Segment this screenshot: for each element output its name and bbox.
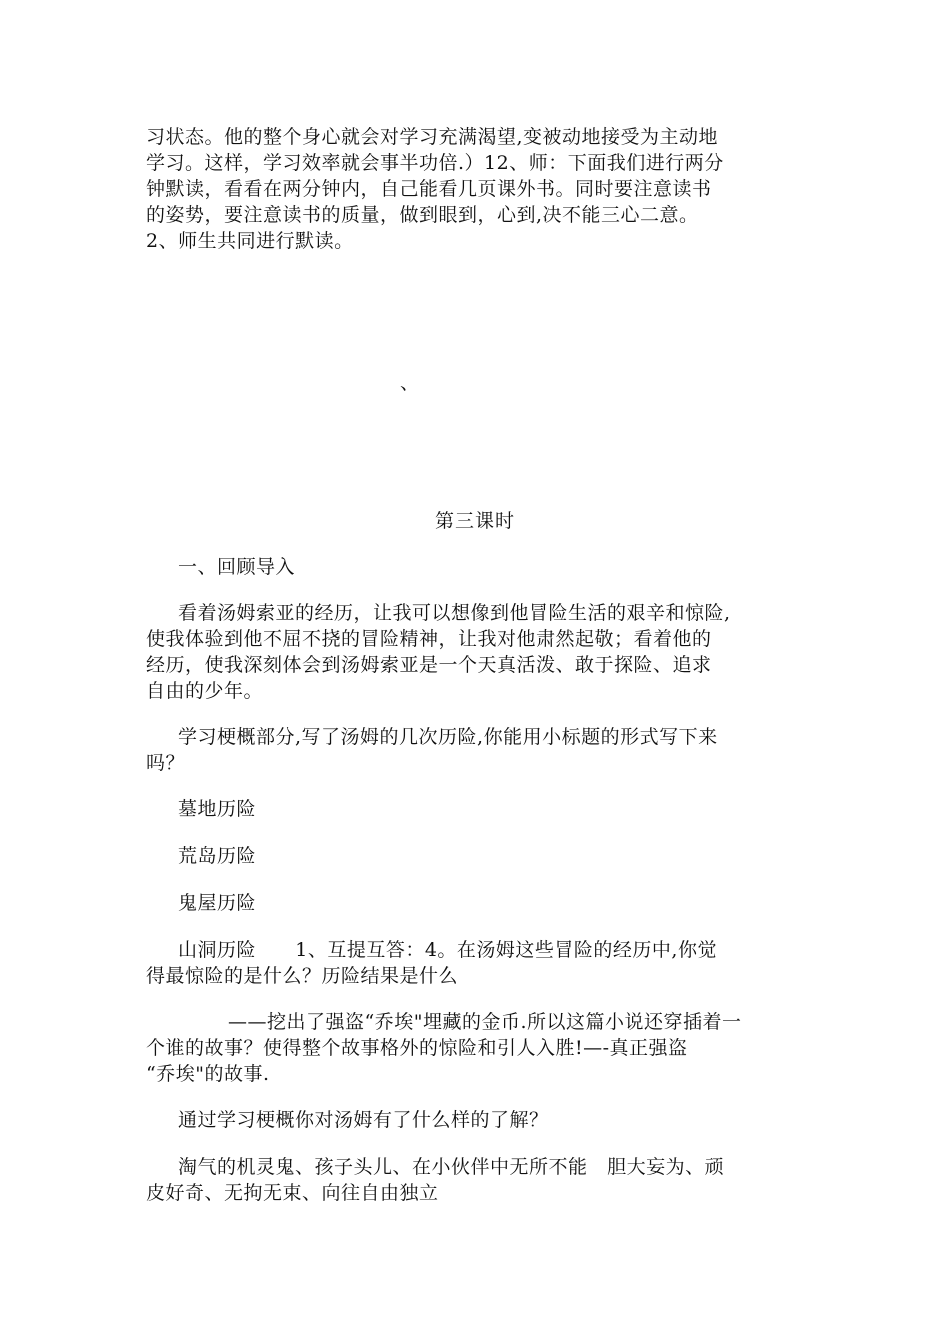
text-line: 通过学习梗概你对汤姆有了什么样的了解？ [178,1109,549,1131]
stray-mark: 、 [400,372,420,394]
list-item: 荒岛历险 [178,845,257,867]
text-line: “乔埃"的故事. [146,1063,270,1085]
list-item: 墓地历险 [178,798,257,820]
list-item: 鬼屋历险 [178,892,257,914]
text-line: 的姿势，要注意读书的质量，做到眼到，心到,决不能三心二意。 [146,204,699,226]
section-title: 第三课时 [434,510,515,532]
text-line: 学习梗概部分,写了汤姆的几次历险,你能用小标题的形式写下来 [178,726,718,748]
text-line: 吗？ [146,752,186,774]
text-line: 得最惊险的是什么？历险结果是什么 [146,965,459,987]
text-line: 个谁的故事？使得整个故事格外的惊险和引人入胜!—-真正强盗 [146,1037,688,1059]
text-line: 学习。这样，学习效率就会事半功倍.）12、师：下面我们进行两分 [146,152,724,174]
text-line: 经历，使我深刻体会到汤姆索亚是一个天真活泼、敢于探险、追求 [146,654,712,676]
text-line: ——挖出了强盗“乔埃"埋藏的金币.所以这篇小说还穿插着一 [228,1011,742,1033]
text-line: 淘气的机灵鬼、孩子头儿、在小伙伴中无所不能 胆大妄为、顽 [178,1156,725,1178]
subheading: 一、回顾导入 [178,556,296,578]
text-line: 使我体验到他不屈不挠的冒险精神，让我对他肃然起敬；看着他的 [146,628,712,650]
text-line: 2、师生共同进行默读。 [146,230,354,252]
text-line: 山洞历险 1、互提互答：4。在汤姆这些冒险的经历中,你觉 [178,939,717,961]
text-line: 习状态。他的整个身心就会对学习充满渴望,变被动地接受为主动地 [146,126,719,148]
text-line: 皮好奇、无拘无束、向往自由独立 [146,1182,439,1204]
text-line: 自由的少年。 [146,680,264,702]
text-line: 看着汤姆索亚的经历，让我可以想像到他冒险生活的艰辛和惊险, [178,602,731,624]
text-line: 钟默读，看看在两分钟内，自己能看几页课外书。同时要注意读书 [146,178,712,200]
